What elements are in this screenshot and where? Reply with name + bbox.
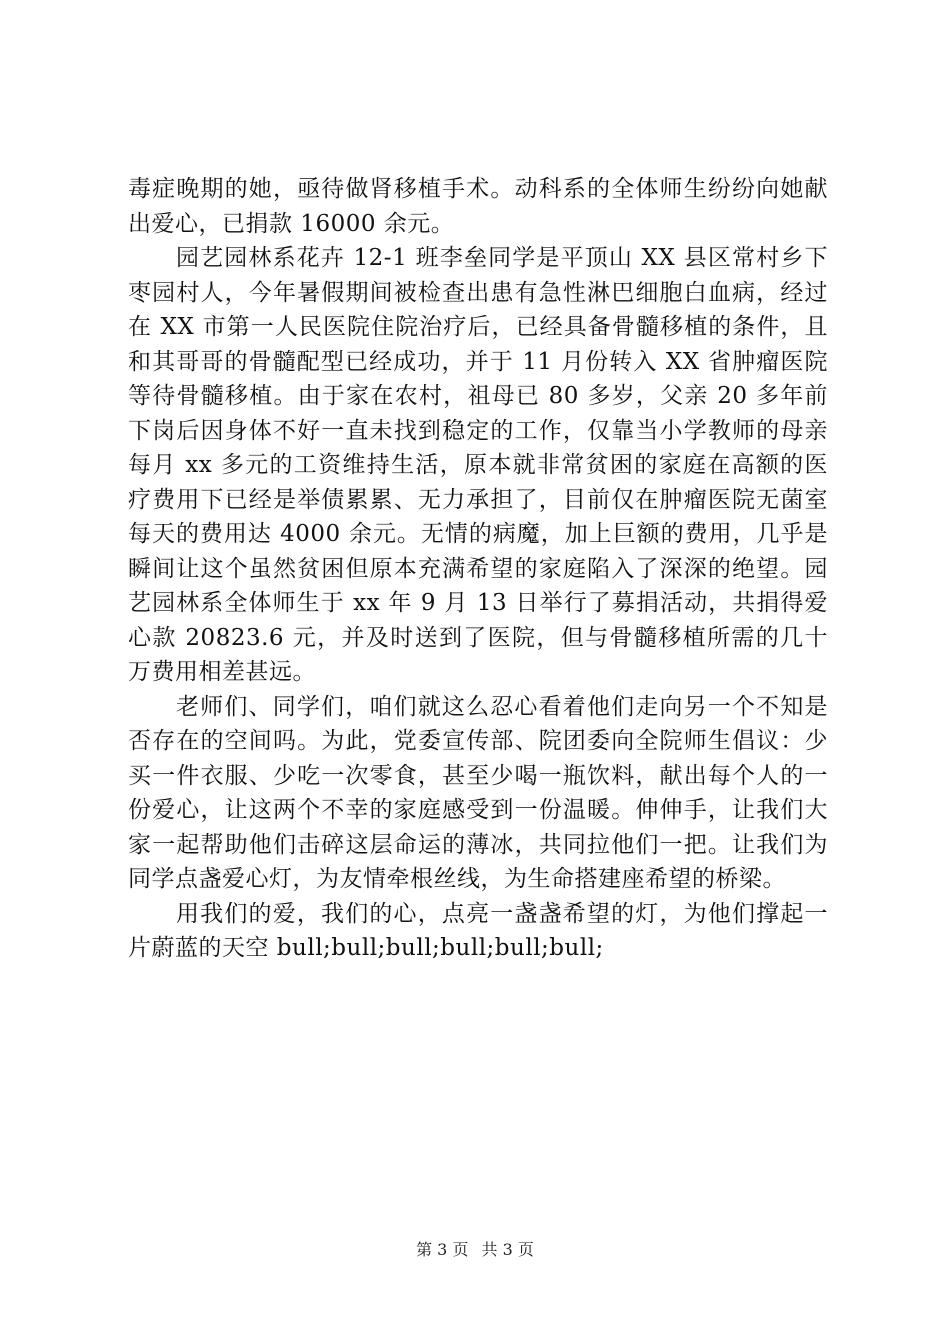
paragraph-2: 园艺园林系花卉 12-1 班李垒同学是平顶山 XX 县区常村乡下枣园村人，今年暑假期间被检查出患有急性淋巴细胞白血病，经过在 XX 市第一人民医院住院治疗后，已经具备骨髓移植的条件，且和其哥哥的骨髓配型已经成功，并于 11 月份转入 XX 省肿瘤医院等待骨髓移植。由于家在农村，祖母已 80 多岁，父亲 20 多年前下岗后因身体不好一直未找到稳定的工作，仅靠当小学教师的母亲每月 xx 多元的工资维持生活，原本就非常贫困的家庭在高额的医疗费用下已经是举债累累、无力承担了，目前仅在肿瘤医院无菌室每天的费用达 4000 余元。无情的病魔，加上巨额的费用，几乎是瞬间让这个虽然贫困但原本充满希望的家庭陷入了深深的绝望。园艺园林系全体师生于 xx 年 9 月 13 日举行了募捐活动，共捐得爱心款 20823.6 元，并及时送到了医院，但与骨髓移植所需的几十万费用相差甚远。 xyxy=(128,245,828,685)
paragraph-1: 毒症晚期的她，亟待做肾移植手术。动科系的全体师生纷纷向她献出爱心，已捐款 16000 余元。 xyxy=(128,176,828,237)
page-total: 共 3 页 xyxy=(481,1240,534,1259)
document-body xyxy=(128,172,828,966)
page-footer xyxy=(0,1240,950,1260)
paragraph-4: 用我们的爱，我们的心，点亮一盏盏希望的灯，为他们撑起一片蔚蓝的天空 bull;bull;bull;bull;bull;bull; xyxy=(128,900,828,961)
paragraph-3: 老师们、同学们，咱们就这么忍心看着他们走向另一个不知是否存在的空间吗。为此，党委宣传部、院团委向全院师生倡议：少买一件衣服、少吃一次零食，甚至少喝一瓶饮料，献出每个人的一份爱心，让这两个不幸的家庭感受到一份温暖。伸伸手，让我们大家一起帮助他们击碎这层命运的薄冰，共同拉他们一把。让我们为同学点盏爱心灯，为友情牵根丝线，为生命搭建座希望的桥梁。 xyxy=(128,693,828,892)
page-number: 第 3 页 xyxy=(416,1240,469,1259)
